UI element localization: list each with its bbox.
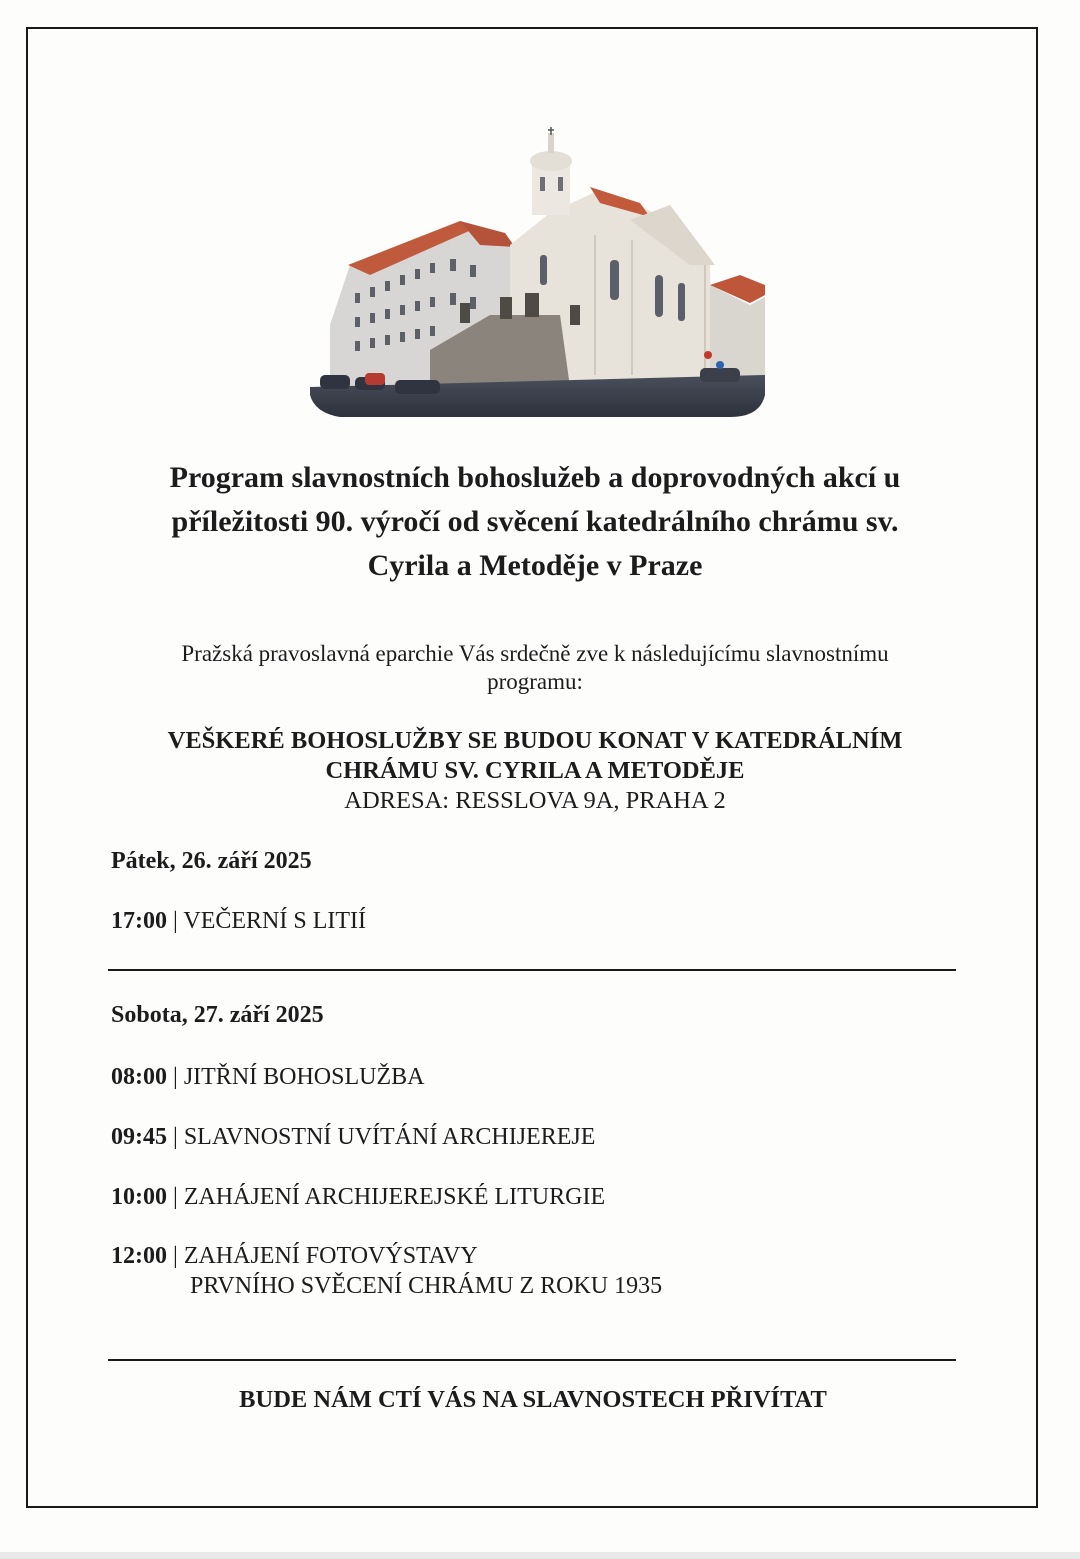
section-divider — [108, 1359, 956, 1361]
venue-line: VEŠKERÉ BOHOSLUŽBY SE BUDOU KONAT V KATEDRÁLNÍM — [167, 727, 903, 754]
item-separator: | — [167, 1243, 184, 1269]
schedule-item — [111, 1062, 424, 1092]
day-heading: Sobota, 27. září 2025 — [111, 1002, 324, 1028]
item-text: JITŘNÍ BOHOSLUŽBA — [183, 1064, 425, 1090]
item-time: 12:00 — [111, 1243, 167, 1269]
bottom-edge — [0, 1552, 1080, 1559]
item-text: ZAHÁJENÍ ARCHIJEREJSKÉ LITURGIE — [183, 1184, 606, 1210]
item-separator: | — [167, 908, 184, 934]
item-separator: | — [167, 1124, 184, 1150]
item-text: VEČERNÍ S LITIÍ — [183, 908, 367, 934]
item-text-continued: PRVNÍHO SVĚCENÍ CHRÁMU Z ROKU 1935 — [190, 1273, 663, 1299]
intro-line: Pražská pravoslavná eparchie Vás srdečně zve k následujícímu slavnostnímu — [181, 641, 889, 666]
intro-line: programu: — [487, 669, 583, 694]
cathedral-photo — [310, 125, 765, 417]
item-time: 09:45 — [111, 1124, 167, 1150]
item-separator: | — [167, 1064, 184, 1090]
title-line: příležitosti 90. výročí od svěcení katedrálního chrámu sv. — [171, 505, 899, 538]
schedule-item — [111, 1122, 595, 1152]
item-time: 17:00 — [111, 908, 167, 934]
document-title — [100, 456, 970, 588]
invitation-text — [100, 640, 970, 696]
venue-address: ADRESA: RESSLOVA 9A, PRAHA 2 — [344, 787, 726, 814]
item-time: 10:00 — [111, 1184, 167, 1210]
schedule-item — [111, 906, 366, 936]
venue-notice — [100, 726, 970, 816]
closing-line: BUDE NÁM CTÍ VÁS NA SLAVNOSTECH PŘIVÍTAT — [239, 1386, 827, 1413]
title-line: Cyrila a Metoděje v Praze — [367, 549, 703, 582]
section-divider — [108, 969, 956, 971]
venue-line: CHRÁMU SV. CYRILA A METODĚJE — [325, 757, 745, 784]
item-text: SLAVNOSTNÍ UVÍTÁNÍ ARCHIJEREJE — [183, 1124, 596, 1150]
schedule-item — [111, 1182, 605, 1212]
item-separator: | — [167, 1184, 184, 1210]
day-heading: Pátek, 26. září 2025 — [111, 848, 312, 874]
schedule-item — [111, 1241, 662, 1301]
item-time: 08:00 — [111, 1064, 167, 1090]
title-line: Program slavnostních bohoslužeb a doprovodných akcí u — [169, 461, 901, 494]
item-text: ZAHÁJENÍ FOTOVÝSTAVY — [183, 1243, 478, 1269]
